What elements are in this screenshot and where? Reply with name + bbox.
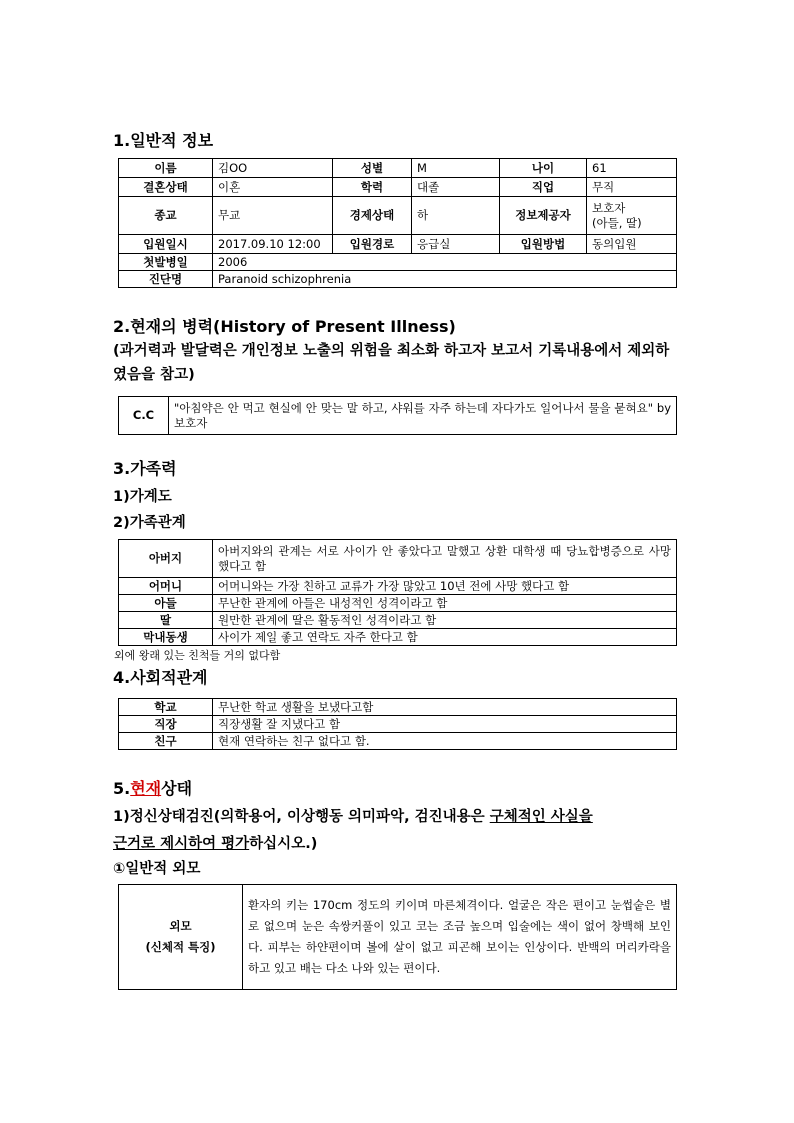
cc-label: C.C bbox=[119, 397, 169, 435]
family-text: 원만한 관계에 딸은 활동적인 성격이라고 함 bbox=[213, 612, 677, 629]
family-text: 사이가 제일 좋고 연락도 자주 한다고 함 bbox=[213, 629, 677, 646]
sex-value: M bbox=[412, 159, 500, 178]
name-label: 이름 bbox=[119, 159, 213, 178]
general-info-table bbox=[118, 158, 677, 288]
informant-line-2: (아들, 딸) bbox=[592, 215, 642, 230]
marital-value: 이혼 bbox=[213, 178, 333, 197]
admit-method-value: 동의입원 bbox=[587, 235, 677, 254]
religion-value: 무교 bbox=[213, 197, 333, 235]
section-5-heading bbox=[113, 779, 192, 799]
table-row bbox=[119, 197, 677, 235]
sex-label: 성별 bbox=[333, 159, 412, 178]
appearance-table bbox=[118, 884, 677, 990]
family-relations-table bbox=[118, 539, 677, 646]
family-label: 어머니 bbox=[119, 578, 213, 595]
section-5-title-end: 상태 bbox=[161, 779, 193, 798]
admit-method-label: 입원방법 bbox=[500, 235, 587, 254]
informant-line-1: 보호자 bbox=[592, 200, 626, 215]
informant-value bbox=[587, 197, 677, 235]
age-value: 61 bbox=[587, 159, 677, 178]
mse-instruction-line-1 bbox=[113, 805, 593, 829]
appearance-label bbox=[119, 885, 243, 990]
admit-route-label: 입원경로 bbox=[333, 235, 412, 254]
table-row bbox=[119, 733, 677, 750]
family-label: 아버지 bbox=[119, 540, 213, 578]
social-text: 직장생활 잘 지냈다고 함 bbox=[213, 716, 677, 733]
table-row bbox=[119, 699, 677, 716]
section-2-heading: 2.현재의 병력(History of Present Illness) bbox=[113, 317, 456, 336]
appearance-label-line-1: 외모 bbox=[169, 919, 192, 933]
mse-instruction-line-2 bbox=[113, 832, 317, 856]
genogram-subheading: 1)가계도 bbox=[113, 489, 172, 505]
religion-label: 종교 bbox=[119, 197, 213, 235]
admit-date-label: 입원일시 bbox=[119, 235, 213, 254]
job-label: 직업 bbox=[500, 178, 587, 197]
mse-instruction-text: 하십시오.) bbox=[249, 836, 318, 852]
table-row bbox=[119, 235, 677, 254]
table-row bbox=[119, 716, 677, 733]
appearance-text: 환자의 키는 170cm 정도의 키이며 마른체격이다. 얼굴은 작은 편이고 눈썹숱은 별로 없으며 눈은 속쌍커풀이 있고 코는 조금 높으며 입술에는 색이 없어 창백해 보인다. 피부는 하얀편이며 볼에 살이 없고 피곤해 보이는 인상이다. 반백의 머리카락을 하고 있고 배는 다소 나와 있는 편이다. bbox=[243, 885, 677, 990]
table-row bbox=[119, 612, 677, 629]
social-label: 직장 bbox=[119, 716, 213, 733]
job-value: 무직 bbox=[587, 178, 677, 197]
social-text: 현재 연락하는 친구 없다고 함. bbox=[213, 733, 677, 750]
family-text: 어머니와는 가장 친하고 교류가 가장 많았고 10년 전에 사망 했다고 함 bbox=[213, 578, 677, 595]
table-row bbox=[119, 254, 677, 271]
section-5-highlight: 현재 bbox=[130, 779, 162, 798]
chief-complaint-table bbox=[118, 396, 677, 435]
edu-label: 학력 bbox=[333, 178, 412, 197]
admit-route-value: 응급실 bbox=[412, 235, 500, 254]
table-row bbox=[119, 595, 677, 612]
mse-instruction-underline: 구체적인 사실을 bbox=[489, 809, 593, 825]
social-relations-table bbox=[118, 698, 677, 750]
family-text: 아버지와의 관계는 서로 사이가 안 좋았다고 말했고 상환 대학생 때 당뇨합병증으로 사망 했다고 함 bbox=[213, 540, 677, 578]
section-1-heading: 1.일반적 정보 bbox=[113, 131, 214, 150]
social-label: 친구 bbox=[119, 733, 213, 750]
table-row bbox=[119, 271, 677, 288]
table-row bbox=[119, 159, 677, 178]
section-5-number: 5. bbox=[113, 779, 131, 798]
family-label: 아들 bbox=[119, 595, 213, 612]
family-label: 막내동생 bbox=[119, 629, 213, 646]
diagnosis-value: Paranoid schizophrenia bbox=[213, 271, 677, 288]
section-2-note: (과거력과 발달력은 개인정보 노출의 위험을 최소화 하고자 보고서 기록내용에서 제외하였음을 참고) bbox=[113, 343, 670, 383]
mse-instruction-underline: 근거로 제시하여 평가 bbox=[113, 836, 250, 852]
section-4-heading: 4.사회적관계 bbox=[113, 668, 208, 687]
appearance-subheading: ①일반적 외모 bbox=[113, 861, 201, 877]
family-label: 딸 bbox=[119, 612, 213, 629]
section-3-heading: 3.가족력 bbox=[113, 459, 177, 478]
age-label: 나이 bbox=[500, 159, 587, 178]
admit-date-value: 2017.09.10 12:00 bbox=[213, 235, 333, 254]
appearance-label-line-2: (신체적 특징) bbox=[145, 940, 216, 954]
table-row bbox=[119, 629, 677, 646]
marital-label: 결혼상태 bbox=[119, 178, 213, 197]
econ-label: 경제상태 bbox=[333, 197, 412, 235]
informant-label: 정보제공자 bbox=[500, 197, 587, 235]
table-row bbox=[119, 885, 677, 990]
social-label: 학교 bbox=[119, 699, 213, 716]
table-row bbox=[119, 178, 677, 197]
edu-value: 대졸 bbox=[412, 178, 500, 197]
name-value: 김OO bbox=[213, 159, 333, 178]
family-text: 무난한 관계에 아들은 내성적인 성격이라고 함 bbox=[213, 595, 677, 612]
table-row bbox=[119, 397, 677, 435]
diagnosis-label: 진단명 bbox=[119, 271, 213, 288]
table-row bbox=[119, 578, 677, 595]
mse-instruction-text: 1)정신상태검진(의학용어, 이상행동 의미파악, 검진내용은 bbox=[113, 809, 490, 825]
econ-value: 하 bbox=[412, 197, 500, 235]
cc-value: "아침약은 안 먹고 현실에 안 맞는 말 하고, 샤워를 자주 하는데 자다가도 일어나서 물을 묻혀요" by보호자 bbox=[169, 397, 677, 435]
table-row bbox=[119, 540, 677, 578]
social-text: 무난한 학교 생활을 보냈다고함 bbox=[213, 699, 677, 716]
onset-value: 2006 bbox=[213, 254, 677, 271]
onset-label: 첫발병일 bbox=[119, 254, 213, 271]
family-relations-subheading: 2)가족관계 bbox=[113, 515, 186, 531]
family-footnote: 외에 왕래 있는 친척들 거의 없다함 bbox=[114, 649, 281, 662]
